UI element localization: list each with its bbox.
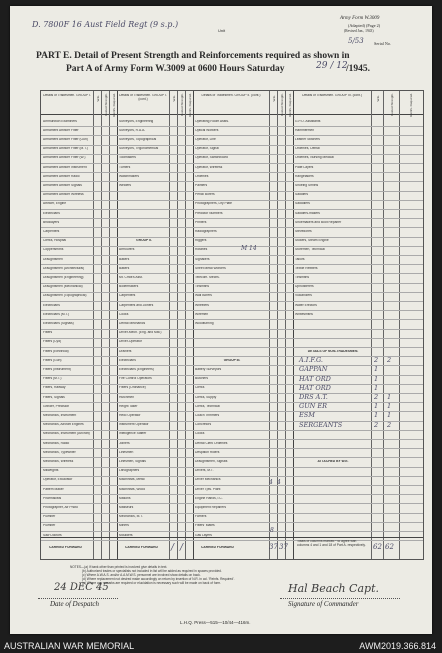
row-label: Clerks, Technical [195, 404, 220, 408]
hw-signallers: M 14 [241, 245, 257, 252]
row-label: Watchmakers [119, 174, 140, 178]
row-label: Operating Room Assts. [195, 119, 229, 123]
hw-gas-we: 8 [270, 527, 274, 534]
row-label: Operator, Signal [195, 147, 219, 151]
row-label: Draughtsmen (Engineering) [43, 275, 84, 279]
totals-note: Totals of columns marked * to agree with columns 4 and 1 and 18 of Part A. respectively. [297, 540, 366, 547]
row-label: Machinists, Metal [119, 478, 145, 482]
row-label: Welders [119, 183, 132, 187]
non-tradesman-entry: A.I.F.G. [299, 356, 323, 365]
header-reinf-1: Reinfs. Required. [112, 93, 116, 117]
row-label: Intelligence Staffer [119, 432, 147, 436]
row-label: Concretors [195, 423, 212, 427]
non-tradesman-we: 1 [374, 411, 379, 420]
row-label: Operator, Wireless [195, 165, 223, 169]
row-label: Printers [195, 220, 207, 224]
row-label: Armament Artificer Fitter [43, 128, 79, 132]
row-label: Painters [195, 183, 208, 187]
row-label: Linesmen [119, 450, 134, 454]
row-label: Leather Stitchers [295, 137, 320, 141]
header-group3-cont: Details of Tradesmen. GROUP III. (cont.) [302, 94, 362, 97]
row-label: Rotaries [195, 248, 208, 252]
row-label: Fitters' Mates [195, 524, 215, 528]
despatch-date: 24 DEC 45 [54, 582, 109, 593]
row-label: Fitters [43, 331, 53, 335]
row-label: Fitters, Signals [43, 395, 65, 399]
printer-line: L.H.Q. Press—515—10/44—416m. [180, 620, 251, 625]
row-label: Tinsmiths [295, 275, 309, 279]
note-5: (e) Where any remarks are required or elucidation is necessary such will be made on back of form. [82, 581, 222, 585]
form-sheet [10, 6, 432, 634]
row-label: Surveyors, Trigonometrical [119, 147, 159, 151]
row-label: Driver-Operator [119, 340, 142, 344]
row-label: G.P.O. Assistants [295, 119, 321, 123]
header-reinf-2: Reinfs. Required. [188, 93, 192, 117]
row-label: Upholsterers [295, 285, 314, 289]
row-label: Electricians [43, 303, 60, 307]
row-label: Fitters (Ordnance) [119, 386, 146, 390]
hw-carried-pres-g3: 37 [279, 543, 288, 551]
row-label: Despatch Riders [195, 450, 220, 454]
row-label: Fitters (Gun) [43, 358, 62, 362]
note-4: (d) Where replacement not desired make accordingly on return by insertion of N.R. in col. 'Reinfs. Required'. [82, 577, 235, 581]
row-label: Equipment Repairers [195, 505, 226, 509]
header-we-3: W.E. [272, 95, 276, 102]
row-label: Masons [119, 496, 131, 500]
row-label: Instrument Operator [119, 423, 149, 427]
row-label: GROUP II. [136, 239, 152, 243]
row-label: Sadddlers [295, 202, 310, 206]
row-label: Fire Control Operators [119, 377, 152, 381]
row-label: Fitters (Instrument) [43, 367, 71, 371]
non-tradesman-we: 1 [374, 402, 379, 411]
row-label: Water Erectors [295, 303, 317, 307]
row-label: Miners [119, 524, 129, 528]
part-title-2: Part A of Army Form W.3009 at 0600 Hours Saturday [66, 64, 285, 74]
form-name: Army Form W.3009 [340, 16, 380, 21]
row-label: GROUP III. [223, 358, 241, 362]
year-suffix: /1945. [346, 64, 371, 74]
row-label: Coppersmiths [43, 248, 64, 252]
row-label: Pencil Borers [195, 193, 215, 197]
row-label: Surveyors, Engineering [119, 119, 154, 123]
row-label: Wheelers [195, 303, 209, 307]
row-label: Electricians [119, 358, 136, 362]
row-label: Mt. Cmdt's Asst. [119, 275, 143, 279]
row-label: Mechanics, Typewriter [43, 450, 76, 454]
row-label: Armament Artificer Radio [43, 174, 80, 178]
header-we-1: W.E. [96, 95, 100, 102]
row-label: Plumber [43, 515, 56, 519]
non-tradesman-present: 1 [387, 393, 392, 401]
row-label: Fitters, Railway [43, 386, 66, 390]
row-label: Clerks [195, 386, 205, 390]
row-label: Drainers [119, 349, 132, 353]
row-label: Surveyors, R.A.A. [119, 128, 146, 132]
row-label: Wiremen [195, 312, 209, 316]
row-label: Shoemakers and Boot Repairer [295, 220, 342, 224]
unit-handwritten: D. 7800F 16 Aust Field Regt (9 s.p.) [32, 20, 179, 29]
row-label: Orderlies, Dental [295, 147, 320, 151]
row-label: Clerks, Hospital [43, 239, 67, 243]
hw-carried-we-g1: / [171, 543, 175, 553]
row-label: Tailors [295, 257, 305, 261]
row-label: Shoeing Smiths [295, 183, 319, 187]
row-label: Radiographers [195, 229, 217, 233]
row-label: Surveyors, Topographical [119, 137, 157, 141]
non-tradesman-present: 2 [387, 356, 392, 365]
row-label: Dental Clerk Orderlies [195, 441, 228, 445]
row-label: Signallers [195, 257, 210, 261]
hw-total-pres: 62 [385, 543, 394, 551]
row-label: Mechanics, Radio [43, 441, 70, 445]
row-label: Bakers [119, 257, 130, 261]
date-of-despatch-label: Date of Despatch [50, 600, 99, 608]
strength-table [40, 90, 424, 560]
non-tradesman-we: 1 [374, 374, 379, 383]
header-group1-cont: Details of Tradesmen. GROUP I. (cont.) [119, 94, 167, 101]
commander-signature: Hal Beach Capt. [288, 582, 379, 595]
row-label: Telecom. Mechs. [195, 275, 220, 279]
row-label: Plumber [43, 524, 56, 528]
row-label: Mechanics, Instrument (Aircraft) [43, 432, 90, 436]
row-label: Saw Doctors [43, 533, 62, 537]
row-label: ATTACHED BY W.E. [317, 459, 349, 463]
row-label: Electricians [43, 211, 60, 215]
row-label: Fitters (Cyd) [43, 340, 62, 344]
row-label: Farriers [195, 515, 207, 519]
carried-forward-3: CARRIED FORWARD [201, 546, 234, 549]
row-label: Operator, Excavator [43, 478, 73, 482]
non-tradesman-we: 2 [374, 393, 379, 401]
row-label: Wall Borers [195, 294, 212, 298]
row-label: Linesmen, Signals [119, 459, 146, 463]
row-label: Orderlies, Nursing Medical [295, 156, 334, 160]
row-label: Ammunition Examiners [43, 119, 77, 123]
non-tradesman-entry: SERGEANTS [299, 420, 343, 429]
non-tradesman-we: 1 [374, 383, 379, 392]
carried-forward-2: CARRIED FORWARD [125, 546, 158, 549]
date-handwritten: 29 / 12 [316, 61, 348, 71]
row-label: Joiners [119, 441, 130, 445]
row-label: Dental Mechanics [119, 321, 146, 325]
non-tradesman-entry: HAT ORD [299, 374, 331, 383]
row-label: Bakers [119, 266, 130, 270]
row-label: Draughtsmen (Architectural) [43, 266, 85, 270]
note-1: NOTES—(a) If bank other than printed is involved give details in text. [70, 565, 168, 569]
carried-forward-1: CARRIED FORWARD [49, 546, 82, 549]
row-label: Carpenters and Joiners [119, 303, 154, 307]
row-label: Sheet Metal Workers [195, 266, 226, 270]
row-label: Hammermen [295, 128, 315, 132]
header-present-2: Posted Strength. [180, 93, 184, 117]
row-label: DETAILS OF NON-TRADESMEN. [307, 349, 359, 353]
header-we-2: W.E. [172, 95, 176, 102]
row-label: Saddlers-makers [295, 211, 320, 215]
row-label: Cooks [119, 312, 129, 316]
row-label: Masseurs [119, 505, 134, 509]
row-label: Draughtsmen [43, 257, 63, 261]
row-label: Pharmacists [43, 496, 62, 500]
row-label: Armament Artificer Fitter (M.T.) [43, 147, 88, 151]
row-label: Turners [119, 165, 131, 169]
row-label: Moulders [119, 533, 133, 537]
signature-of-commander-label: Signature of Commander [288, 600, 359, 608]
row-label: Draughtsmen (Topographical) [43, 294, 87, 298]
row-label: Engine Hands, I.C. [195, 496, 223, 500]
header-present-4: Posted Strength. [390, 93, 394, 117]
hw-driver-mech-present: 4 [277, 479, 281, 486]
row-label: Electricians (M.T.) [43, 312, 70, 316]
row-label: Electricians (Engineers) [119, 367, 154, 371]
non-tradesman-entry: DRS A.T. [299, 393, 328, 401]
form-sub1: (Adapted) (Page 2) [348, 23, 381, 28]
hw-carried-we-g3: 37 [269, 543, 278, 551]
row-label: Woodturning [195, 321, 214, 325]
archive-footer [0, 638, 442, 653]
row-label: Electricians (Signals) [43, 321, 74, 325]
row-label: Armament Artificer Wireless [43, 193, 84, 197]
row-label: Helio Operator [119, 413, 141, 417]
non-tradesman-entry: ESM [299, 411, 315, 420]
part-title-1: PART E. Detail of Present Strength and Reinforcements required as shown in [36, 51, 350, 61]
hw-total-we: 62 [373, 543, 382, 551]
row-label: Carpenters [119, 294, 136, 298]
row-label: Operator, Switchboard [195, 156, 228, 160]
hw-driver-mech-we: 4 [269, 479, 273, 486]
footer-right: AWM2019.366.814 [359, 641, 436, 651]
header-group1: Details of Tradesmen. GROUP I. [43, 94, 91, 97]
header-present-1: Posted Strength. [104, 93, 108, 117]
row-label: Mechanics, Instrument [43, 413, 77, 417]
row-label: Textile Refitters [295, 266, 318, 270]
row-label: Mechanics, M.T. [119, 515, 143, 519]
row-label: Fitters (M.T.) [43, 377, 62, 381]
row-label: Toolmakers [119, 156, 136, 160]
row-label: Tinsmiths [195, 285, 209, 289]
row-label: Bricklayers [43, 220, 60, 224]
row-label: Draughtsmen, Signals [195, 459, 228, 463]
row-label: Boilermakers [119, 285, 139, 289]
row-label: Draughtsmen (Mechanical) [43, 285, 83, 289]
row-label: Storemen, Technical [295, 248, 325, 252]
serial-label: Serial No. [374, 41, 391, 46]
row-label: Clerks, Supply [195, 395, 217, 399]
row-label: Photographer, Air Photo [43, 505, 79, 509]
non-tradesman-present: 1 [387, 402, 392, 411]
header-we-4: W.E. [376, 95, 380, 102]
row-label: Millwrights [43, 469, 59, 473]
row-label: Machinists, Wood [119, 487, 145, 491]
non-tradesman-we: 2 [374, 356, 379, 365]
header-reinf-4: Reinfs. Required. [409, 93, 413, 117]
row-label: Height Taker [119, 404, 138, 408]
header-present-3: Posted Strength. [280, 93, 284, 117]
row-label: Armament Artificer Fitter (W.) [43, 156, 86, 160]
row-label: Mechanics, Wireless [43, 459, 74, 463]
form-sub2: (Revised Jan., 1943) [344, 29, 374, 33]
row-label: Carpenters [43, 229, 60, 233]
row-label: Predictor Numbers [195, 211, 223, 215]
row-label: Armament Artificer Fitter (Gun) [43, 137, 88, 141]
row-label: Stokers, Steam Engine [295, 239, 329, 243]
row-label: Driver Tpts. Plant [195, 487, 221, 491]
row-label: Plate Layers [295, 165, 314, 169]
footer-left: AUSTRALIAN WAR MEMORIAL [4, 641, 135, 651]
row-label: Cooks [195, 432, 205, 436]
row-label: Drivers, M.T. [195, 469, 214, 473]
non-tradesman-entry: HAT ORD [299, 383, 331, 392]
row-label: Gas Layers [195, 533, 212, 537]
note-2: (b) Authorized trades or specialists not included in list will be added as required in spaces provided. [82, 569, 222, 573]
non-tradesman-we: 2 [374, 420, 379, 429]
row-label: Hutchmen [119, 395, 135, 399]
row-label: Riggers [195, 239, 207, 243]
row-label: Stevedores [295, 229, 312, 233]
row-label: Armourers [119, 248, 135, 252]
hw-carried-pres-g1: / [180, 543, 184, 553]
row-label: Rangetakers [295, 174, 314, 178]
non-tradesman-entry: GUN ER [299, 402, 328, 411]
non-tradesman-we: 1 [374, 365, 379, 374]
row-label: Butchers [195, 377, 209, 381]
row-label: Driver-Mech. (Eng. and Mat.) [119, 331, 162, 335]
row-label: Grinder, Precision [43, 404, 70, 408]
row-label: Optical Workers [195, 128, 219, 132]
row-label: Orderlies [195, 174, 209, 178]
header-group2-cont: Details of Tradesmen. GROUP II. (cont.) [201, 94, 261, 97]
row-label: Lithographers [119, 469, 140, 473]
serial-no: 5/53 [348, 37, 364, 45]
row-label: Fitters (Electrical) [43, 349, 69, 353]
row-label: Armament Artificer Instrument [43, 165, 87, 169]
row-label: Driver Mechanics [195, 478, 221, 482]
header-reinf-3: Reinfs. Required. [288, 93, 292, 117]
row-label: Armament Artificer Signals [43, 183, 82, 187]
note-3: (c) Where A.W.A.S. and/or A.A.M.W.S. personnel are involved show details on back. [82, 573, 201, 577]
row-label: Coach Trimmers [195, 413, 220, 417]
non-tradesman-entry: GAPPAN [299, 365, 328, 374]
row-label: Mechanics, Aircraft Engines [43, 423, 84, 427]
non-tradesman-present: 2 [387, 420, 392, 429]
non-tradesman-present: 1 [387, 411, 392, 420]
row-label: Saddlers [295, 193, 309, 197]
row-label: Photographers, Dry Plate [195, 202, 233, 206]
row-label: Operator, Line [195, 137, 216, 141]
row-label: Whitesmiths [295, 312, 313, 316]
row-label: Pattern Maker [43, 487, 64, 491]
unit-label: Unit [218, 28, 226, 33]
row-label: Battery Surveyors [195, 367, 222, 371]
row-label: Artificer, Engine [43, 202, 67, 206]
row-label: Vulcanizers [295, 294, 312, 298]
